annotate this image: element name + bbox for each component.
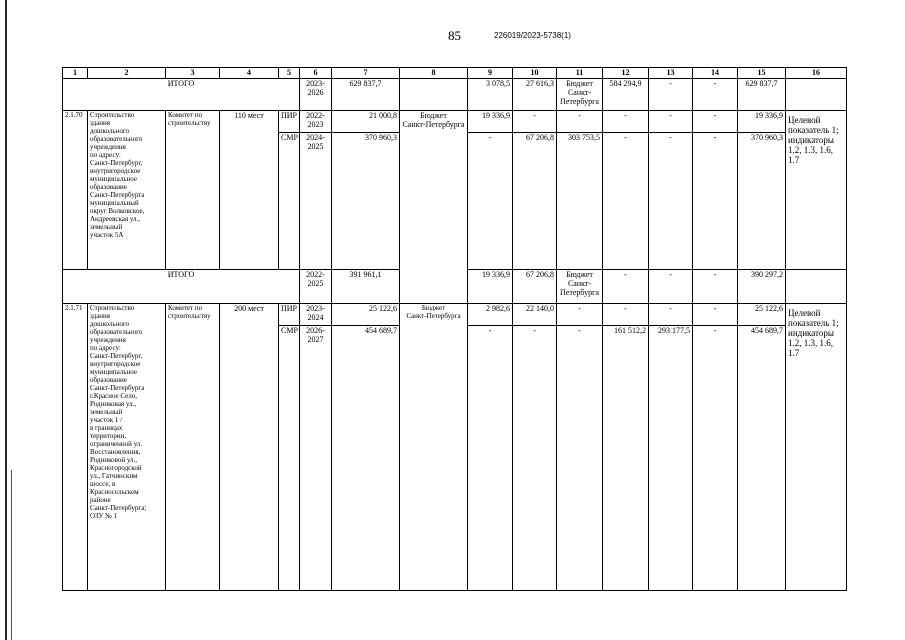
- indicator-cell: Целевой показатель 1; индикаторы 1.2, 1.3, 1.6, 1.7: [786, 111, 847, 270]
- value-cell: -: [649, 304, 693, 326]
- indicator-cell: [786, 79, 847, 111]
- stage-cell: СМР: [279, 133, 300, 270]
- value-cell: 19 336,9: [738, 111, 786, 133]
- header-cell: 6: [300, 68, 332, 79]
- stage-cell: ПИР: [279, 304, 300, 326]
- value-cell: -: [693, 79, 738, 111]
- years-cell: 2024- 2025: [300, 133, 332, 270]
- page-number: 85: [448, 28, 461, 43]
- amount-cell: 454 689,7: [332, 326, 400, 591]
- capacity-cell: 110 мест: [220, 111, 279, 270]
- header-cell: 11: [557, 68, 603, 79]
- value-cell: -: [557, 111, 603, 133]
- years-cell: 2022- 2025: [300, 270, 332, 304]
- value-cell: -: [557, 304, 603, 326]
- executor-cell: Комитет по строительству: [166, 304, 220, 591]
- value-cell: 22 140,0: [513, 304, 557, 326]
- stage-cell: СМР: [279, 326, 300, 591]
- budget-source-cell: Бюджет Санкт- Петербурга: [557, 79, 603, 111]
- header-cell: 9: [468, 68, 513, 79]
- header-cell: 15: [738, 68, 786, 79]
- table-row: [63, 304, 847, 326]
- years-cell: 2023- 2024: [300, 304, 332, 326]
- amount-cell: 25 122,6: [332, 304, 400, 326]
- value-cell: -: [603, 304, 649, 326]
- header-cell: 5: [279, 68, 300, 79]
- value-cell: -: [693, 111, 738, 133]
- entry-name: Строительство здания дошкольного образовательного учреждения по адресу: Санкт-Петербург, внутригородское муниципальное образование Санкт-Петербурга г.Красное Село, Родниковая ул., земельный участок 1 / в границах территории, ограниченной ул. Восстановления, Родниковой ул., Красногородской ул., Гатчинским шоссе, в Красносельском районе Санкт-Петербурга; ОЗУ № 1: [88, 304, 166, 591]
- scan-edge-mark: [11, 470, 12, 640]
- value-cell: 293 177,5: [649, 326, 693, 591]
- value-cell: -: [603, 133, 649, 270]
- header-cell: 2: [88, 68, 166, 79]
- amount-cell: 391 961,1: [332, 270, 400, 304]
- header-cell: 10: [513, 68, 557, 79]
- value-cell: -: [693, 304, 738, 326]
- value-cell: 67 206,8: [513, 133, 557, 270]
- header-cell: 16: [786, 68, 847, 79]
- amount-cell: 629 837,7: [332, 79, 400, 111]
- entry-id: 2.1.70: [63, 111, 88, 270]
- value-cell: -: [513, 111, 557, 133]
- value-cell: 161 512,2: [603, 326, 649, 591]
- value-cell: -: [468, 326, 513, 591]
- table-header-row: [63, 68, 847, 79]
- value-cell: 370 960,3: [738, 133, 786, 270]
- indicator-cell: Целевой показатель 1; индикаторы 1.2, 1.3, 1.6, 1.7: [786, 304, 847, 591]
- itogo-label: ИТОГО: [63, 270, 300, 304]
- budget-cell: Бюджет Санкт-Петербурга: [400, 111, 468, 304]
- amount-cell: 21 000,8: [332, 111, 400, 133]
- value-cell: -: [468, 133, 513, 270]
- value-cell: 454 689,7: [738, 326, 786, 591]
- table-row: [63, 111, 847, 133]
- value-cell: 3 078,5: [468, 79, 513, 111]
- value-cell: -: [693, 270, 738, 304]
- value-cell: -: [603, 111, 649, 133]
- value-cell: -: [693, 133, 738, 270]
- header-cell: 4: [220, 68, 279, 79]
- value-cell: -: [603, 270, 649, 304]
- value-cell: -: [693, 326, 738, 591]
- value-cell: 303 753,5: [557, 133, 603, 270]
- value-cell: 629 837,7: [738, 79, 786, 111]
- executor-cell: Комитет по строительству: [166, 111, 220, 270]
- budget-source-cell: Бюджет Санкт- Петербурга: [557, 270, 603, 304]
- table-row: [63, 79, 847, 111]
- indicator-cell: [786, 270, 847, 304]
- budget-cell: Бюджет Санкт-Петербурга: [400, 304, 468, 591]
- header-cell: 12: [603, 68, 649, 79]
- value-cell: 25 122,6: [738, 304, 786, 326]
- years-cell: 2022- 2023: [300, 111, 332, 133]
- value-cell: 390 297,2: [738, 270, 786, 304]
- value-cell: -: [513, 326, 557, 591]
- value-cell: -: [649, 111, 693, 133]
- capacity-cell: 200 мест: [220, 304, 279, 591]
- budget-cell: [400, 79, 468, 111]
- header-cell: 1: [63, 68, 88, 79]
- value-cell: -: [649, 79, 693, 111]
- value-cell: -: [649, 133, 693, 270]
- years-cell: 2023- 2026: [300, 79, 332, 111]
- value-cell: 2 982,6: [468, 304, 513, 326]
- entry-name: Строительство здания дошкольного образовательного учреждения по адресу: Санкт-Петербург, внутригородское муниципальное образование Санкт-Петербурга муниципальный округ Волковское, Андреевская ул., земельный участок 5А: [88, 111, 166, 270]
- value-cell: 584 294,9: [603, 79, 649, 111]
- amount-cell: 370 960,3: [332, 133, 400, 270]
- value-cell: -: [557, 326, 603, 591]
- header-cell: 14: [693, 68, 738, 79]
- value-cell: 19 336,9: [468, 111, 513, 133]
- value-cell: 67 206,8: [513, 270, 557, 304]
- itogo-label: ИТОГО: [63, 79, 300, 111]
- header-cell: 8: [400, 68, 468, 79]
- years-cell: 2026- 2027: [300, 326, 332, 591]
- value-cell: 19 336,9: [468, 270, 513, 304]
- value-cell: 27 616,3: [513, 79, 557, 111]
- document-id: 226019/2023-5738(1): [494, 31, 571, 40]
- header-cell: 13: [649, 68, 693, 79]
- value-cell: -: [649, 270, 693, 304]
- header-cell: 3: [166, 68, 220, 79]
- stage-cell: ПИР: [279, 111, 300, 133]
- scan-edge-mark: [5, 0, 7, 640]
- budget-table: [62, 67, 847, 591]
- header-cell: 7: [332, 68, 400, 79]
- entry-id: 2.1.71: [63, 304, 88, 591]
